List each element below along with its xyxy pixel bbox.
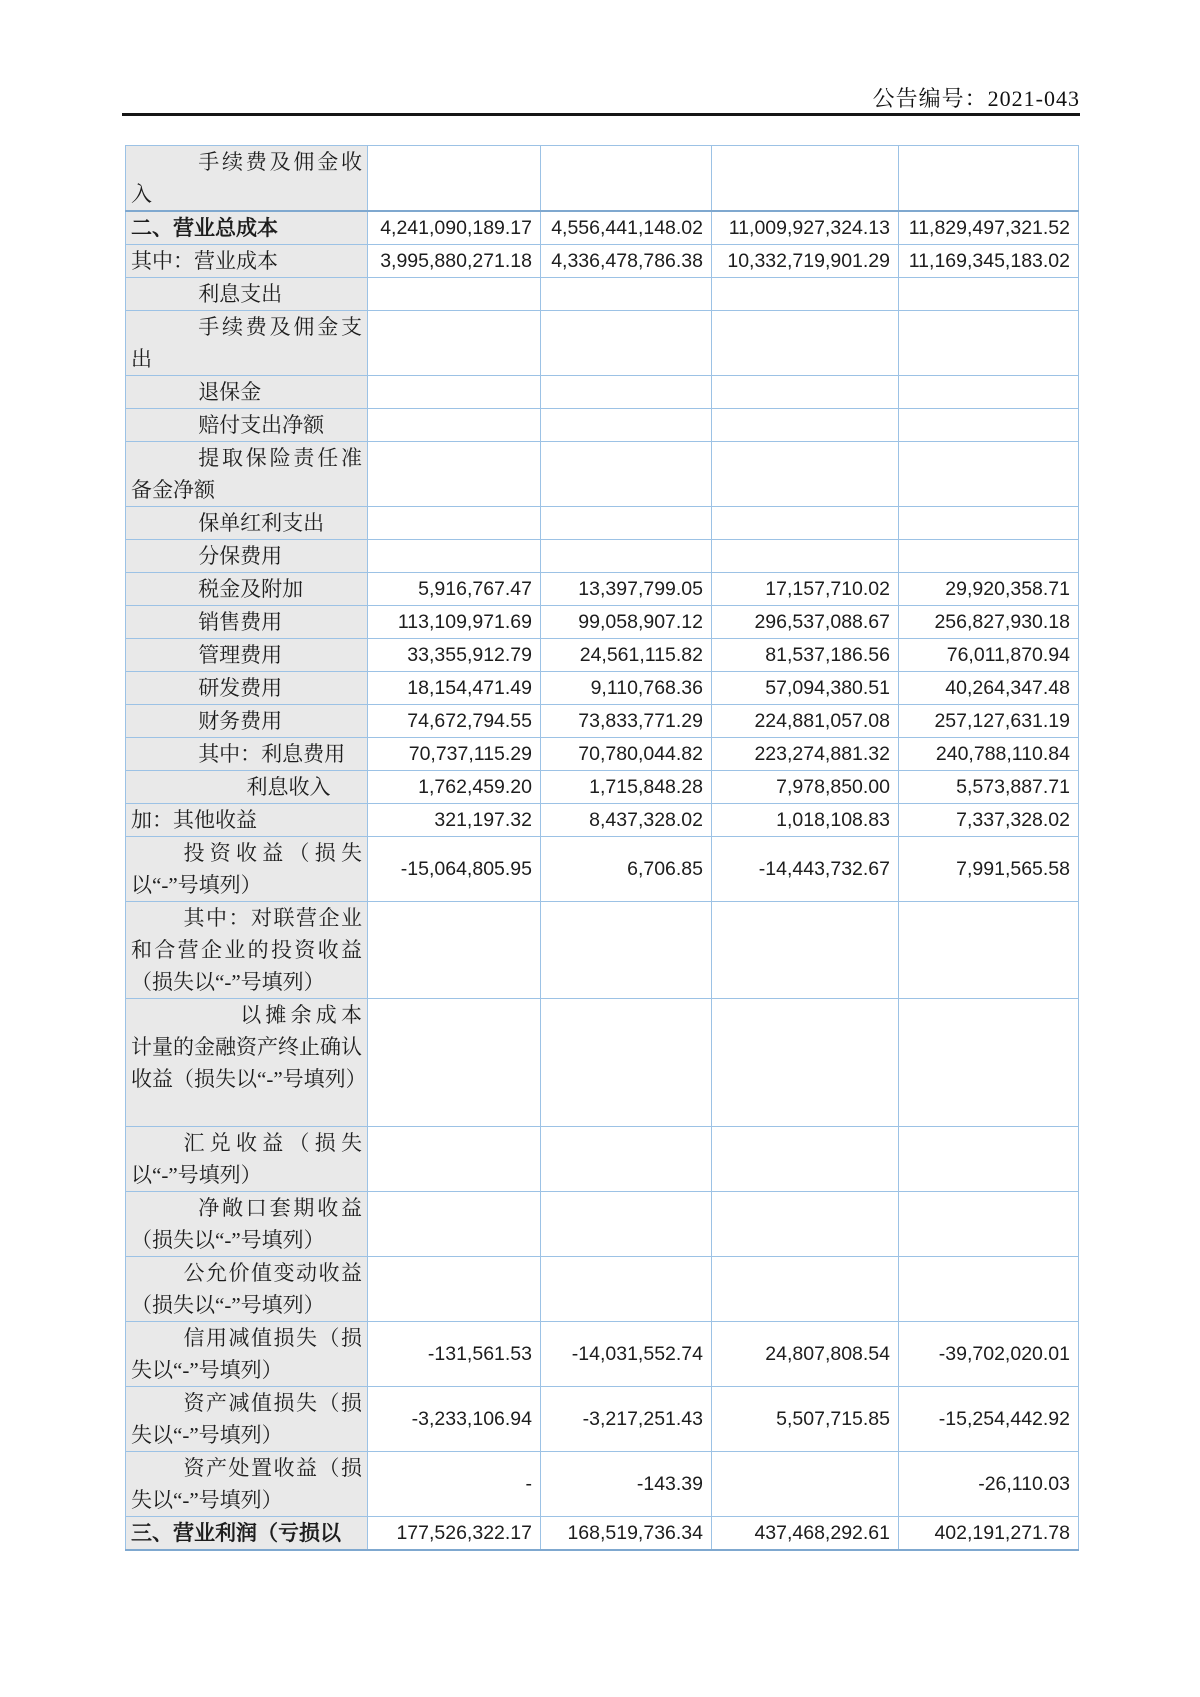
table-row [126,999,1079,1127]
row-value [712,146,899,212]
row-value [368,902,541,999]
row-value: 17,157,710.02 [712,573,899,606]
row-value [541,1192,712,1257]
row-value [541,376,712,409]
row-value [368,442,541,507]
row-label: 手续费及佣金收入 [126,146,368,212]
row-label: 研发费用 [126,672,368,705]
row-value [899,311,1079,376]
row-value [899,146,1079,212]
row-label: 其中：对联营企业和合营企业的投资收益（损失以“-”号填列） [126,902,368,999]
row-value [368,278,541,311]
row-value [899,1192,1079,1257]
row-label: 资产减值损失（损失以“-”号填列） [126,1387,368,1452]
row-label: 公允价值变动收益（损失以“-”号填列） [126,1257,368,1322]
row-value: 24,807,808.54 [712,1322,899,1387]
row-value: 29,920,358.71 [899,573,1079,606]
row-label: 三、营业利润（亏损以 [126,1517,368,1551]
row-value [368,311,541,376]
row-label: 财务费用 [126,705,368,738]
table-row [126,1387,1079,1452]
row-label: 销售费用 [126,606,368,639]
row-value: -131,561.53 [368,1322,541,1387]
row-value: 8,437,328.02 [541,804,712,837]
row-value [368,507,541,540]
row-value [368,999,541,1127]
row-label: 提取保险责任准备金净额 [126,442,368,507]
row-value [541,146,712,212]
row-label: 保单红利支出 [126,507,368,540]
row-value: 223,274,881.32 [712,738,899,771]
table-row [126,837,1079,902]
row-value: 81,537,186.56 [712,639,899,672]
row-value: 76,011,870.94 [899,639,1079,672]
row-value [899,507,1079,540]
row-value [712,1127,899,1192]
row-value: 9,110,768.36 [541,672,712,705]
row-label: 利息收入 [126,771,368,804]
row-value: -39,702,020.01 [899,1322,1079,1387]
row-value: -143.39 [541,1452,712,1517]
row-value: 4,241,090,189.17 [368,211,541,245]
row-value [368,1192,541,1257]
row-value [541,278,712,311]
row-value: 4,336,478,786.38 [541,245,712,278]
row-value [541,902,712,999]
row-value: 24,561,115.82 [541,639,712,672]
table-row [126,902,1079,999]
row-label: 分保费用 [126,540,368,573]
row-label: 退保金 [126,376,368,409]
row-value: 1,715,848.28 [541,771,712,804]
row-value: 10,332,719,901.29 [712,245,899,278]
row-value: 40,264,347.48 [899,672,1079,705]
row-value: 73,833,771.29 [541,705,712,738]
table-row [126,278,1079,311]
row-value: 70,737,115.29 [368,738,541,771]
row-value [712,507,899,540]
row-value [368,540,541,573]
row-value [712,442,899,507]
table-row [126,738,1079,771]
row-value: 74,672,794.55 [368,705,541,738]
row-value: 5,507,715.85 [712,1387,899,1452]
row-value: - [368,1452,541,1517]
row-value [368,146,541,212]
row-value [899,1127,1079,1192]
row-value: 4,556,441,148.02 [541,211,712,245]
row-value: 11,009,927,324.13 [712,211,899,245]
row-value [712,278,899,311]
row-value [368,1127,541,1192]
row-value: 257,127,631.19 [899,705,1079,738]
row-value [541,507,712,540]
table-row [126,1517,1079,1551]
row-label: 以摊余成本计量的金融资产终止确认收益（损失以“-”号填列） [126,999,368,1127]
table-row [126,1127,1079,1192]
row-value: 1,018,108.83 [712,804,899,837]
row-value [899,1257,1079,1322]
row-value: 11,829,497,321.52 [899,211,1079,245]
row-value: 224,881,057.08 [712,705,899,738]
table-row [126,771,1079,804]
row-value [368,376,541,409]
row-label: 其中：营业成本 [126,245,368,278]
table-row [126,409,1079,442]
row-value: 11,169,345,183.02 [899,245,1079,278]
row-label: 加：其他收益 [126,804,368,837]
row-label: 赔付支出净额 [126,409,368,442]
row-value [541,540,712,573]
row-value: 296,537,088.67 [712,606,899,639]
row-value [368,409,541,442]
row-value [899,999,1079,1127]
row-value [712,902,899,999]
row-value: 321,197.32 [368,804,541,837]
table-row [126,376,1079,409]
row-value: -3,217,251.43 [541,1387,712,1452]
table-row [126,573,1079,606]
table-row [126,245,1079,278]
row-value [712,540,899,573]
row-value: 6,706.85 [541,837,712,902]
row-value [712,999,899,1127]
table-row [126,606,1079,639]
table-row [126,672,1079,705]
row-value [541,999,712,1127]
table-row [126,705,1079,738]
row-value: 33,355,912.79 [368,639,541,672]
row-value [541,1127,712,1192]
row-value [712,409,899,442]
row-value [541,409,712,442]
table-row [126,442,1079,507]
row-value [712,1257,899,1322]
row-value: 57,094,380.51 [712,672,899,705]
row-value [541,311,712,376]
row-value: 113,109,971.69 [368,606,541,639]
header-divider-rule [122,113,1080,116]
row-value: 18,154,471.49 [368,672,541,705]
announcement-number: 公告编号：2021-043 [872,86,1080,111]
row-value: 437,468,292.61 [712,1517,899,1551]
row-value [899,540,1079,573]
row-label: 汇兑收益（损失以“-”号填列） [126,1127,368,1192]
row-value [899,278,1079,311]
table-row [126,146,1079,212]
row-value: -15,064,805.95 [368,837,541,902]
row-label: 手续费及佣金支出 [126,311,368,376]
row-value [368,1257,541,1322]
row-value [899,376,1079,409]
row-value: 168,519,736.34 [541,1517,712,1551]
row-value: 177,526,322.17 [368,1517,541,1551]
row-value [541,1257,712,1322]
table-row [126,1192,1079,1257]
table-row [126,211,1079,245]
row-label: 资产处置收益（损失以“-”号填列） [126,1452,368,1517]
row-value [899,409,1079,442]
row-value [712,1192,899,1257]
row-value: 70,780,044.82 [541,738,712,771]
row-label: 净敞口套期收益（损失以“-”号填列） [126,1192,368,1257]
row-value: 256,827,930.18 [899,606,1079,639]
row-value: 3,995,880,271.18 [368,245,541,278]
row-value [712,311,899,376]
row-value: -3,233,106.94 [368,1387,541,1452]
row-value: -14,443,732.67 [712,837,899,902]
table-row [126,540,1079,573]
table-row [126,1257,1079,1322]
income-statement-table-body [126,146,1079,1551]
income-statement-table [125,145,1079,1551]
row-label: 投资收益（损失以“-”号填列） [126,837,368,902]
row-value: 7,978,850.00 [712,771,899,804]
row-value: 99,058,907.12 [541,606,712,639]
row-label: 二、营业总成本 [126,211,368,245]
table-row [126,507,1079,540]
row-value: 5,573,887.71 [899,771,1079,804]
row-value [541,442,712,507]
row-value: 7,991,565.58 [899,837,1079,902]
table-row [126,804,1079,837]
row-label: 税金及附加 [126,573,368,606]
row-value [899,902,1079,999]
row-label: 信用减值损失（损失以“-”号填列） [126,1322,368,1387]
table-row [126,311,1079,376]
table-row [126,1452,1079,1517]
row-label: 管理费用 [126,639,368,672]
row-value: -26,110.03 [899,1452,1079,1517]
row-value [899,442,1079,507]
table-row [126,1322,1079,1387]
row-label: 其中：利息费用 [126,738,368,771]
table-row [126,639,1079,672]
row-value: 1,762,459.20 [368,771,541,804]
row-value [712,376,899,409]
row-value [712,1452,899,1517]
row-value: -14,031,552.74 [541,1322,712,1387]
row-value: 240,788,110.84 [899,738,1079,771]
row-label: 利息支出 [126,278,368,311]
row-value: 13,397,799.05 [541,573,712,606]
row-value: 7,337,328.02 [899,804,1079,837]
row-value: 5,916,767.47 [368,573,541,606]
row-value: -15,254,442.92 [899,1387,1079,1452]
row-value: 402,191,271.78 [899,1517,1079,1551]
